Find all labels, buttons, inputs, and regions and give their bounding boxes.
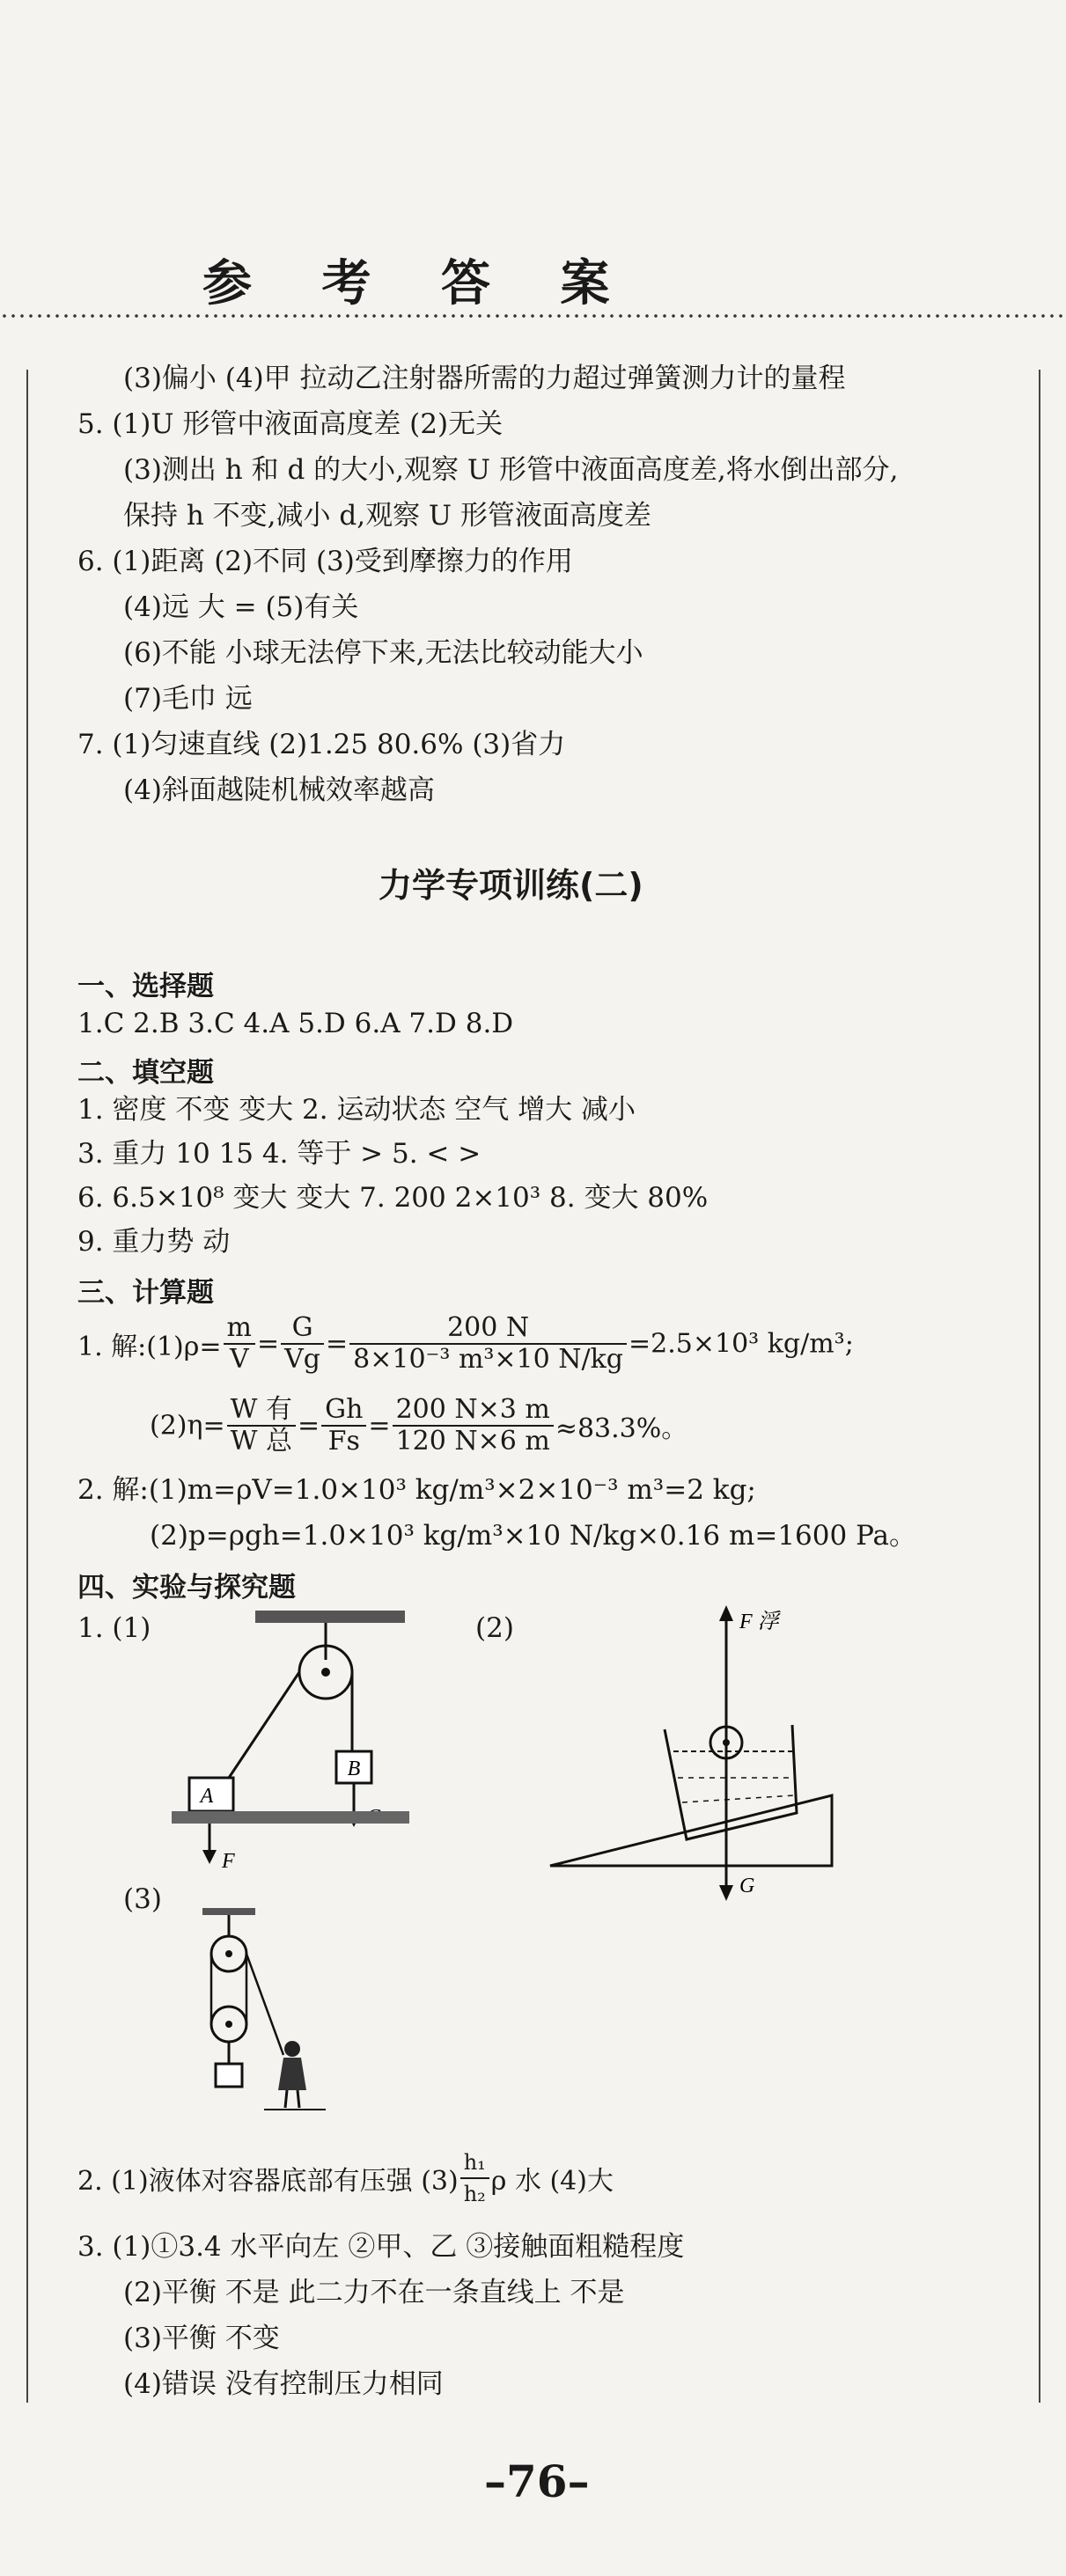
fraction: [393, 1395, 554, 1457]
answer-line: (6)不能 小球无法停下来,无法比较动能大小: [123, 637, 643, 669]
equation-mass: 2. 解:(1)m=ρV=1.0×10³ kg/m³×2×10⁻³ m³=2 kg;: [77, 1474, 756, 1506]
arrow-head-down: [719, 1885, 733, 1901]
container: [665, 1725, 797, 1839]
answer-line: (3)测出 h 和 d 的大小,观察 U 形管中液面高度差,将水倒出部分,: [123, 454, 899, 486]
ceiling: [255, 1611, 405, 1623]
fill-line: 1. 密度 不变 变大 2. 运动状态 空气 增大 减小: [77, 1094, 636, 1126]
label-f-buoyancy: F 浮: [739, 1611, 779, 1633]
fraction-denominator: Fs: [327, 1426, 360, 1457]
pulley-axle: [321, 1668, 330, 1677]
fraction-numerator: h₁: [460, 2147, 489, 2179]
fraction-denominator: 120 N×6 m: [395, 1426, 550, 1457]
girl-leg: [298, 2090, 299, 2108]
incline: [550, 1795, 832, 1866]
fraction-denominator: W 总: [230, 1426, 292, 1457]
q2-suffix: ρ 水 (4)大: [490, 2166, 614, 2197]
fraction-numerator: W 有: [227, 1395, 296, 1427]
q1-2-label: (2): [475, 1612, 514, 1644]
part4-heading: 四、实验与探究题: [77, 1572, 296, 1604]
fraction-numerator: Gh: [321, 1395, 366, 1427]
equation-pressure: (2)p=ρgh=1.0×10³ kg/m³×10 N/kg×0.16 m=1600 Pa。: [150, 1520, 917, 1552]
answer-line: 7. (1)匀速直线 (2)1.25 80.6% (3)省力: [77, 729, 566, 760]
rope-pull: [246, 1954, 283, 2055]
answer-line: 6. (1)距离 (2)不同 (3)受到摩擦力的作用: [77, 546, 573, 577]
part2-heading: 二、填空题: [77, 1057, 214, 1089]
fraction-numerator: m: [224, 1313, 255, 1345]
fraction: [349, 1313, 627, 1375]
q3-line: (2)平衡 不是 此二力不在一条直线上 不是: [123, 2277, 625, 2308]
fraction: [224, 1313, 255, 1375]
table-surface: [172, 1811, 409, 1824]
q1-3-label: (3): [123, 1883, 162, 1915]
fraction: [460, 2147, 489, 2209]
fraction-denominator: V: [229, 1344, 249, 1375]
label-g-weight: G: [739, 1875, 755, 1897]
water-line: [682, 1795, 795, 1802]
q3-line: 3. (1)①3.4 水平向左 ②甲、乙 ③接触面粗糙程度: [77, 2231, 685, 2263]
choice-answers: 1.C 2.B 3.C 4.A 5.D 6.A 7.D 8.D: [77, 1008, 514, 1039]
fraction: [281, 1313, 324, 1375]
fraction: [321, 1395, 366, 1457]
fraction-denominator: Vg: [284, 1344, 321, 1375]
fraction-denominator: h₂: [463, 2182, 486, 2206]
answer-line: (3)偏小 (4)甲 拉动乙注射器所需的力超过弹簧测力计的量程: [123, 363, 846, 394]
eq1-prefix: 1. 解:(1)ρ=: [77, 1332, 222, 1362]
part1-heading: 一、选择题: [77, 971, 214, 1002]
equation-efficiency: (2)η= $\frac{\text{W 有}}{\text{W 总}}$ = $\frac{Gh}{Fs}$ = $\frac{200 N\times 3 m}{120 N\times 6 m}$ ≈83.3%。: [150, 1394, 688, 1457]
fixed-pulley-axle: [225, 1950, 232, 1957]
left-border-line: [26, 370, 28, 2403]
label-a: A: [200, 1785, 214, 1808]
fraction-denominator: 8×10⁻³ m³×10 N/kg: [353, 1344, 624, 1375]
q2-answer: [77, 2147, 614, 2209]
fraction-numerator: G: [281, 1313, 324, 1345]
fill-line: 6. 6.5×10⁸ 变大 变大 7. 200 2×10³ 8. 变大 80%: [77, 1182, 709, 1214]
label-b: B: [347, 1758, 361, 1780]
arrow-head: [202, 1850, 217, 1864]
answer-line: 5. (1)U 形管中液面高度差 (2)无关: [77, 408, 504, 440]
arrow-head-up: [719, 1605, 733, 1621]
answer-line: 保持 h 不变,减小 d,观察 U 形管液面高度差: [123, 500, 651, 532]
ceiling-mount: [202, 1908, 255, 1915]
eq2-result: ≈83.3%。: [555, 1413, 688, 1444]
girl-leg: [285, 2090, 287, 2108]
eq2-prefix: (2)η=: [150, 1410, 225, 1442]
ball-center: [723, 1739, 730, 1746]
q3-line: (4)错误 没有控制压力相同: [123, 2368, 444, 2400]
pulley-diagram: [158, 1602, 423, 1883]
equation-density: 1. 解:(1)ρ= $\frac{m}{V}$ = $\frac{G}{Vg}$ = $\frac{200 N}{\text{8×10⁻³ m³×10 N/kg}}$ =2.5×10³ kg/m³;: [77, 1312, 854, 1375]
page-title: 参 考 答 案: [202, 254, 636, 312]
fill-line: 9. 重力势 动: [77, 1226, 231, 1258]
section-title: 力学专项训练(二): [379, 866, 643, 905]
girl-head: [284, 2041, 300, 2057]
dotted-divider: [0, 312, 1066, 319]
movable-pulley-axle: [225, 2021, 232, 2028]
right-border-line: [1039, 370, 1040, 2403]
page-number: –76–: [484, 2455, 590, 2507]
load-block: [216, 2064, 242, 2087]
fill-line: 3. 重力 10 15 4. 等于 > 5. < >: [77, 1138, 482, 1170]
girl-dress: [278, 2058, 306, 2090]
eq1-result: =2.5×10³ kg/m³;: [629, 1328, 854, 1360]
answer-line: (4)斜面越陡机械效率越高: [123, 774, 435, 806]
pulley-system-diagram: [185, 1901, 361, 2130]
fraction: [227, 1395, 296, 1457]
part3-heading: 三、计算题: [77, 1277, 214, 1309]
label-f: F: [222, 1850, 235, 1873]
rope-to-a: [229, 1672, 299, 1778]
q1-label: 1. (1): [77, 1612, 151, 1644]
q2-prefix: 2. (1)液体对容器底部有压强 (3): [77, 2166, 459, 2197]
answer-line: (4)远 大 = (5)有关: [123, 591, 359, 623]
answer-line: (7)毛巾 远: [123, 683, 253, 715]
buoyancy-diagram: [546, 1602, 836, 1910]
fraction-numerator: 200 N: [349, 1313, 627, 1345]
q3-line: (3)平衡 不变: [123, 2323, 280, 2354]
fraction-numerator: 200 N×3 m: [393, 1395, 554, 1427]
